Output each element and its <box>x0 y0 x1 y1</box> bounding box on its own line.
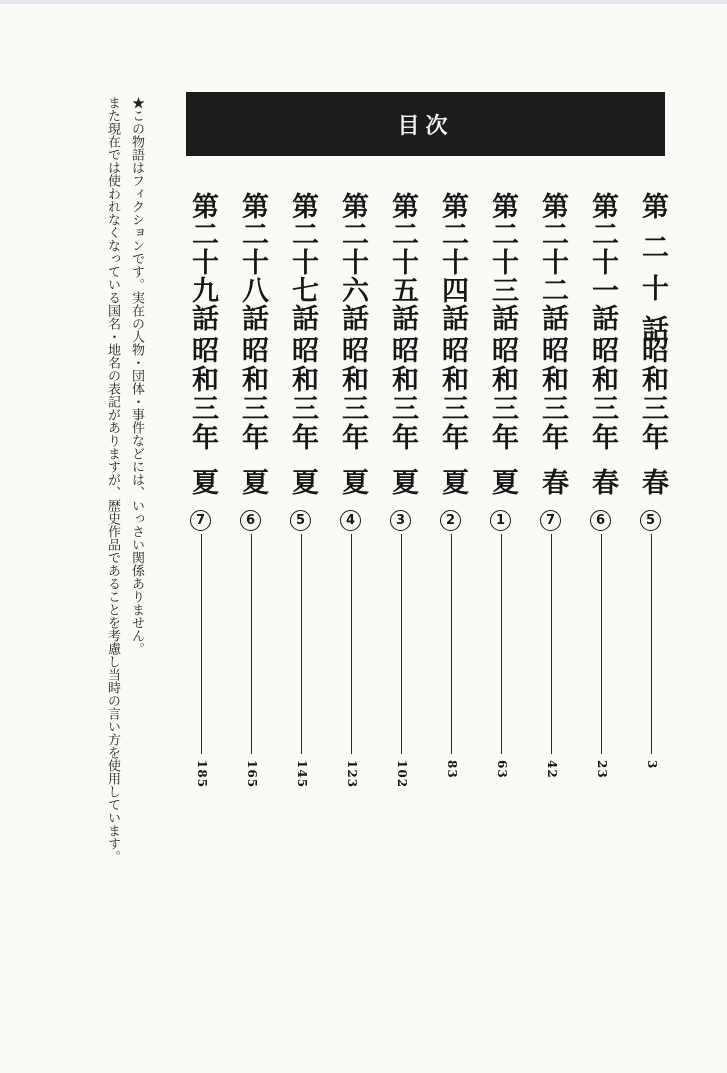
leader-line <box>401 534 402 754</box>
episode-season: 夏 <box>287 468 318 495</box>
episode-title: 第二十六話 <box>337 192 368 332</box>
part-number-badge: 6 <box>240 510 261 531</box>
part-number-badge: 6 <box>590 510 611 531</box>
page-number: 63 <box>495 760 509 779</box>
episode-date: 昭和三年 <box>537 336 568 452</box>
leader-line <box>651 534 652 754</box>
toc-entry[interactable] <box>532 192 572 802</box>
part-number-badge: 5 <box>640 510 661 531</box>
page-number: 145 <box>295 760 309 789</box>
page-number: 42 <box>545 760 559 779</box>
episode-season: 春 <box>587 468 618 495</box>
toc-entry[interactable] <box>432 192 472 802</box>
episode-date: 昭和三年 <box>387 336 418 452</box>
leader-line <box>451 534 452 754</box>
page-number: 185 <box>195 760 209 789</box>
episode-title: 第二十八話 <box>237 192 268 332</box>
page-number: 3 <box>645 760 659 770</box>
part-number-badge: 1 <box>490 510 511 531</box>
page-number: 123 <box>345 760 359 789</box>
leader-line <box>201 534 202 754</box>
toc-entry[interactable] <box>632 192 672 802</box>
episode-date: 昭和三年 <box>587 336 618 452</box>
episode-date: 昭和三年 <box>187 336 218 452</box>
toc-entry[interactable] <box>482 192 522 802</box>
episode-season: 夏 <box>237 468 268 495</box>
toc-entry[interactable] <box>382 192 422 802</box>
episode-title: 第二十七話 <box>287 192 318 332</box>
episode-date: 昭和三年 <box>337 336 368 452</box>
toc-entry[interactable] <box>182 192 222 802</box>
part-number-badge: 5 <box>290 510 311 531</box>
toc-entry[interactable] <box>232 192 272 802</box>
episode-season: 夏 <box>387 468 418 495</box>
episode-date: 昭和三年 <box>287 336 318 452</box>
episode-date: 昭和三年 <box>437 336 468 452</box>
episode-season: 春 <box>637 468 668 495</box>
episode-title: 第二十三話 <box>487 192 518 332</box>
page-top-edge <box>0 0 727 4</box>
leader-line <box>551 534 552 754</box>
part-number-badge: 4 <box>340 510 361 531</box>
leader-line <box>301 534 302 754</box>
part-number-badge: 3 <box>390 510 411 531</box>
episode-title: 第二十一話 <box>587 192 618 332</box>
fiction-disclaimer: ★この物語はフィクションです。実在の人物・団体・事件などには、いっさい関係ありません。 <box>129 96 144 655</box>
episode-title: 第二十二話 <box>537 192 568 332</box>
episode-title: 第二十四話 <box>437 192 468 332</box>
page-number: 102 <box>395 760 409 789</box>
episode-season: 夏 <box>437 468 468 495</box>
part-number-badge: 2 <box>440 510 461 531</box>
toc-entry[interactable] <box>332 192 372 802</box>
page-number: 165 <box>245 760 259 789</box>
episode-title: 第二十五話 <box>387 192 418 332</box>
episode-season: 夏 <box>187 468 218 495</box>
leader-line <box>251 534 252 754</box>
page-number: 23 <box>595 760 609 779</box>
episode-season: 春 <box>537 468 568 495</box>
page-number: 83 <box>445 760 459 779</box>
episode-date: 昭和三年 <box>487 336 518 452</box>
leader-line <box>351 534 352 754</box>
part-number-badge: 7 <box>540 510 561 531</box>
episode-title: 第二十九話 <box>187 192 218 332</box>
episode-season: 夏 <box>337 468 368 495</box>
episode-date: 昭和三年 <box>237 336 268 452</box>
leader-line <box>601 534 602 754</box>
episode-date: 昭和三年 <box>637 336 668 452</box>
toc-title: 目次 <box>397 113 454 139</box>
episode-title: 第二十話 <box>637 192 668 356</box>
toc-header-bar <box>186 92 665 156</box>
episode-season: 夏 <box>487 468 518 495</box>
toc-entry[interactable] <box>282 192 322 802</box>
part-number-badge: 7 <box>190 510 211 531</box>
leader-line <box>501 534 502 754</box>
historical-notation-note: また現在では使われなくなっている国名・地名の表記がありますが、歴史作品であることを考慮し当時の言い方を使用しています。 <box>105 96 120 863</box>
toc-entry[interactable] <box>582 192 622 802</box>
